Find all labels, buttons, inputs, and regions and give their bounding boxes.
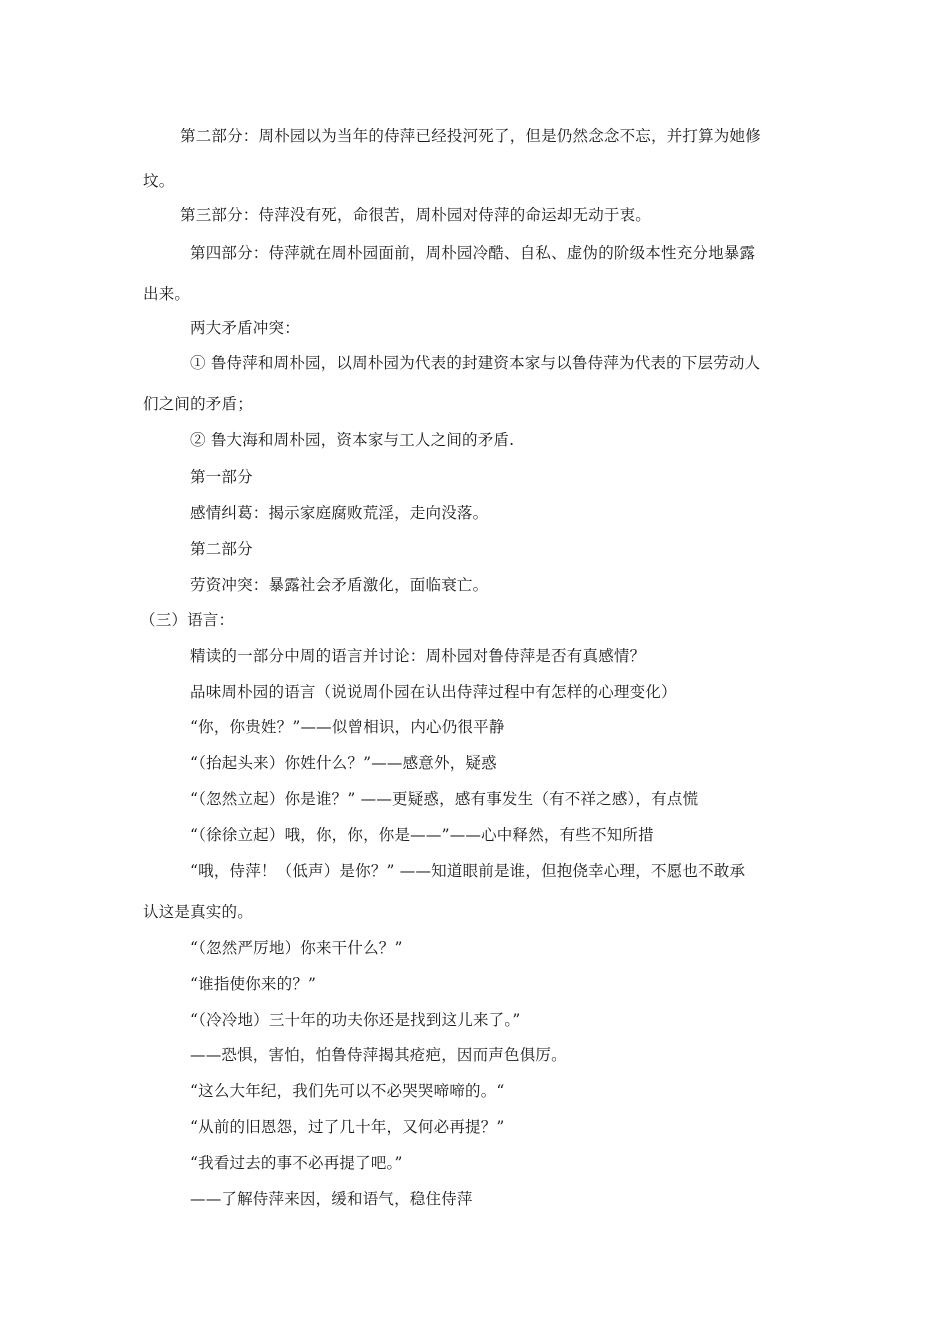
dialogue-line: “（徐徐立起）哦，你，你，你是——”——心中释然，有些不知所措 <box>190 826 654 844</box>
section-heading: 两大矛盾冲突： <box>190 319 300 337</box>
paragraph-line: 认这是真实的。 <box>143 903 253 921</box>
paragraph-line: 出来。 <box>143 285 191 303</box>
paragraph-line: 坟。 <box>143 172 175 190</box>
paragraph-line: 第一部分 <box>190 468 253 486</box>
paragraph-line: 第二部分：周朴园以为当年的侍萍已经投河死了，但是仍然念念不忘，并打算为她修 <box>180 127 761 145</box>
commentary-line: ——了解侍萍来因，缓和语气，稳住侍萍 <box>190 1190 473 1208</box>
paragraph-line: 们之间的矛盾； <box>143 395 253 413</box>
list-item: ① 鲁侍萍和周朴园，以周朴园为代表的封建资本家与以鲁侍萍为代表的下层劳动人 <box>190 354 761 372</box>
dialogue-line: “这么大年纪，我们先可以不必哭哭啼啼的。“ <box>190 1082 505 1100</box>
dialogue-line: “你，你贵姓？”——似曾相识，内心仍很平静 <box>190 718 505 736</box>
paragraph-line: 精读的一部分中周的语言并讨论：周朴园对鲁侍萍是否有真感情？ <box>190 647 646 665</box>
paragraph-line: 品味周朴园的语言（说说周仆园在认出侍萍过程中有怎样的心理变化） <box>190 683 677 701</box>
list-item: ② 鲁大海和周朴园，资本家与工人之间的矛盾. <box>190 431 515 449</box>
dialogue-line: “哦，侍萍！（低声）是你？” ——知道眼前是谁，但抱侥幸心理，不愿也不敢承 <box>190 862 746 880</box>
paragraph-line: 劳资冲突：暴露社会矛盾激化，面临衰亡。 <box>190 576 489 594</box>
dialogue-line: “（抬起头来）你姓什么？”——感意外，疑惑 <box>190 754 497 772</box>
dialogue-line: “（冷冷地）三十年的功夫你还是找到这儿来了。” <box>190 1011 521 1029</box>
dialogue-line: “我看过去的事不必再提了吧。” <box>190 1154 403 1172</box>
dialogue-line: “从前的旧恩怨，过了几十年，又何必再提？” <box>190 1118 505 1136</box>
paragraph-line: 感情纠葛：揭示家庭腐败荒淫，走向没落。 <box>190 504 489 522</box>
section-heading: （三）语言： <box>140 611 235 629</box>
paragraph-line: 第三部分：侍萍没有死，命很苦，周朴园对侍萍的命运却无动于衷。 <box>180 206 652 224</box>
dialogue-line: “谁指使你来的？” <box>190 975 317 993</box>
paragraph-line: 第二部分 <box>190 540 253 558</box>
commentary-line: ——恐惧，害怕，怕鲁侍萍揭其疮疤，因而声色俱厉。 <box>190 1046 567 1064</box>
dialogue-line: “（忽然立起）你是谁？” ——更疑惑，感有事发生（有不祥之感），有点慌 <box>190 790 699 808</box>
dialogue-line: “（忽然严厉地）你来干什么？” <box>190 939 403 957</box>
paragraph-line: 第四部分：侍萍就在周朴园面前，周朴园冷酷、自私、虚伪的阶级本性充分地暴露 <box>190 244 756 262</box>
